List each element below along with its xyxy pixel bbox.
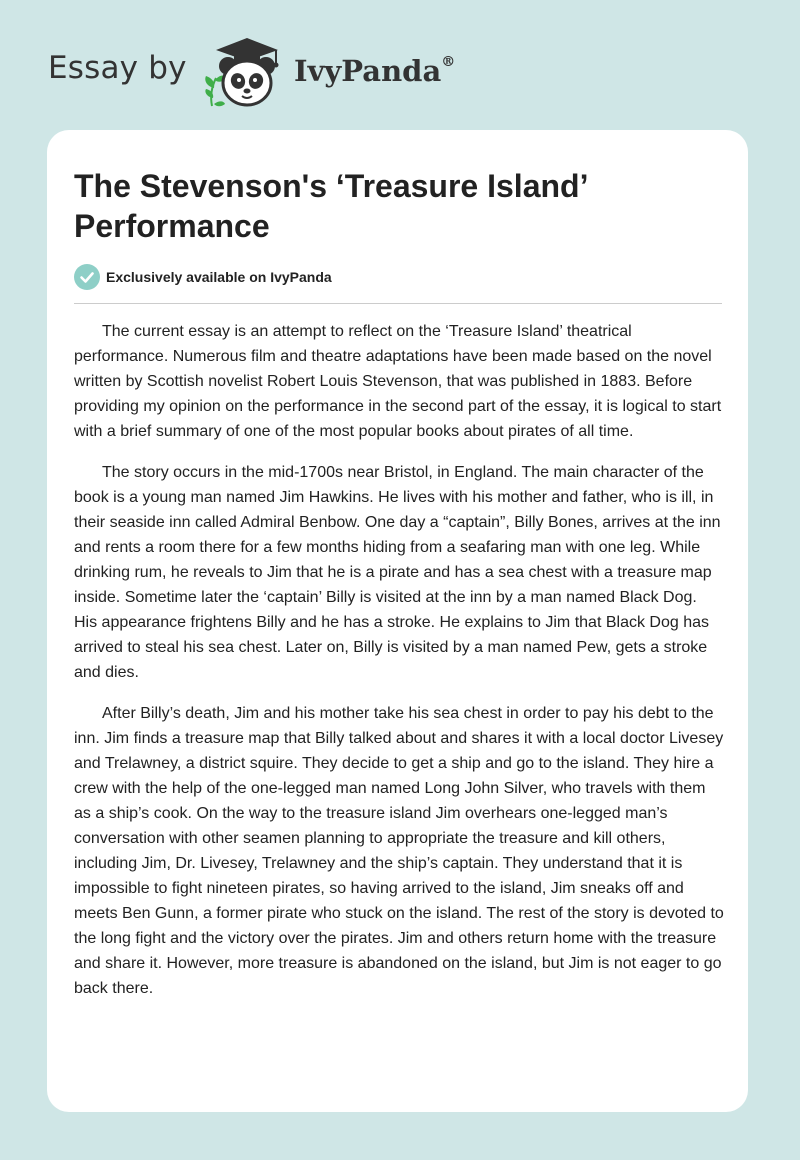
panda-graduate-icon[interactable] (198, 34, 288, 110)
essay-title: The Stevenson's ‘Treasure Island’ Performance (74, 168, 587, 244)
site-header (0, 0, 800, 120)
essay-paragraph: The current essay is an attempt to reflect on the ‘Treasure Island’ theatrical performance. Numerous film and theatre adaptations have been made based on the novel written by Scottish novelist Robert Louis Stevenson, that was published in 1883. Before providing my opinion on the performance in the second part of the essay, it is logical to start with a brief summary of one of the most popular books about pirates of all time. (74, 323, 722, 440)
brand-logo-text[interactable] (294, 54, 455, 88)
registered-mark: ® (441, 54, 456, 71)
essay-paragraph: After Billy’s death, Jim and his mother take his sea chest in order to pay his debt to the inn. Jim finds a treasure map that Billy talked about and shares it with a local doctor Livesey and Trelawney, a district squire. They decide to get a ship and go to the island. They hire a crew with the help of the one-legged man named Long John Silver, who travels with them as a ship’s cook. On the way to the treasure island Jim overhears one-legged man’s conversation with other seamen planning to appropriate the treasure and kill others, including Jim, Dr. Livesey, Trelawney and the ship’s captain. They understand that it is impossible to fight nineteen pirates, so having arrived to the island, Jim sneaks off and meets Ben Gunn, a former pirate who stuck on the island. The rest of the story is devoted to the long fight and the victory over the pirates. Jim and others return home with the treasure and share it. However, more treasure is abandoned on the island, but Jim is not eager to go back there. (74, 705, 724, 997)
essay-by-label: Essay by (48, 50, 187, 86)
exclusive-badge (74, 264, 332, 290)
essay-paragraph: The story occurs in the mid-1700s near Bristol, in England. The main character of the book is a young man named Jim Hawkins. He lives with his mother and father, who is ill, in their seaside inn called Admiral Benbow. One day a “captain”, Billy Bones, arrives at the inn and rents a room there for a few months hiding from a seafaring man with one leg. While drinking rum, he reveals to Jim that he is a pirate and has a sea chest with a treasure map inside. Sometime later the ‘captain’ Billy is visited at the inn by a man named Black Dog. His appearance frightens Billy and he has a stroke. He explains to Jim that Black Dog has arrived to steal his sea chest. Later on, Billy is visited by a man named Pew, gets a stroke and dies. (74, 464, 721, 681)
essay-body (74, 319, 724, 1017)
essay-card (47, 130, 748, 1112)
title-divider (74, 303, 722, 304)
brand-name: IvyPanda (294, 54, 442, 88)
exclusive-badge-label: Exclusively available on IvyPanda (106, 269, 332, 285)
checkmark-icon (74, 264, 100, 290)
